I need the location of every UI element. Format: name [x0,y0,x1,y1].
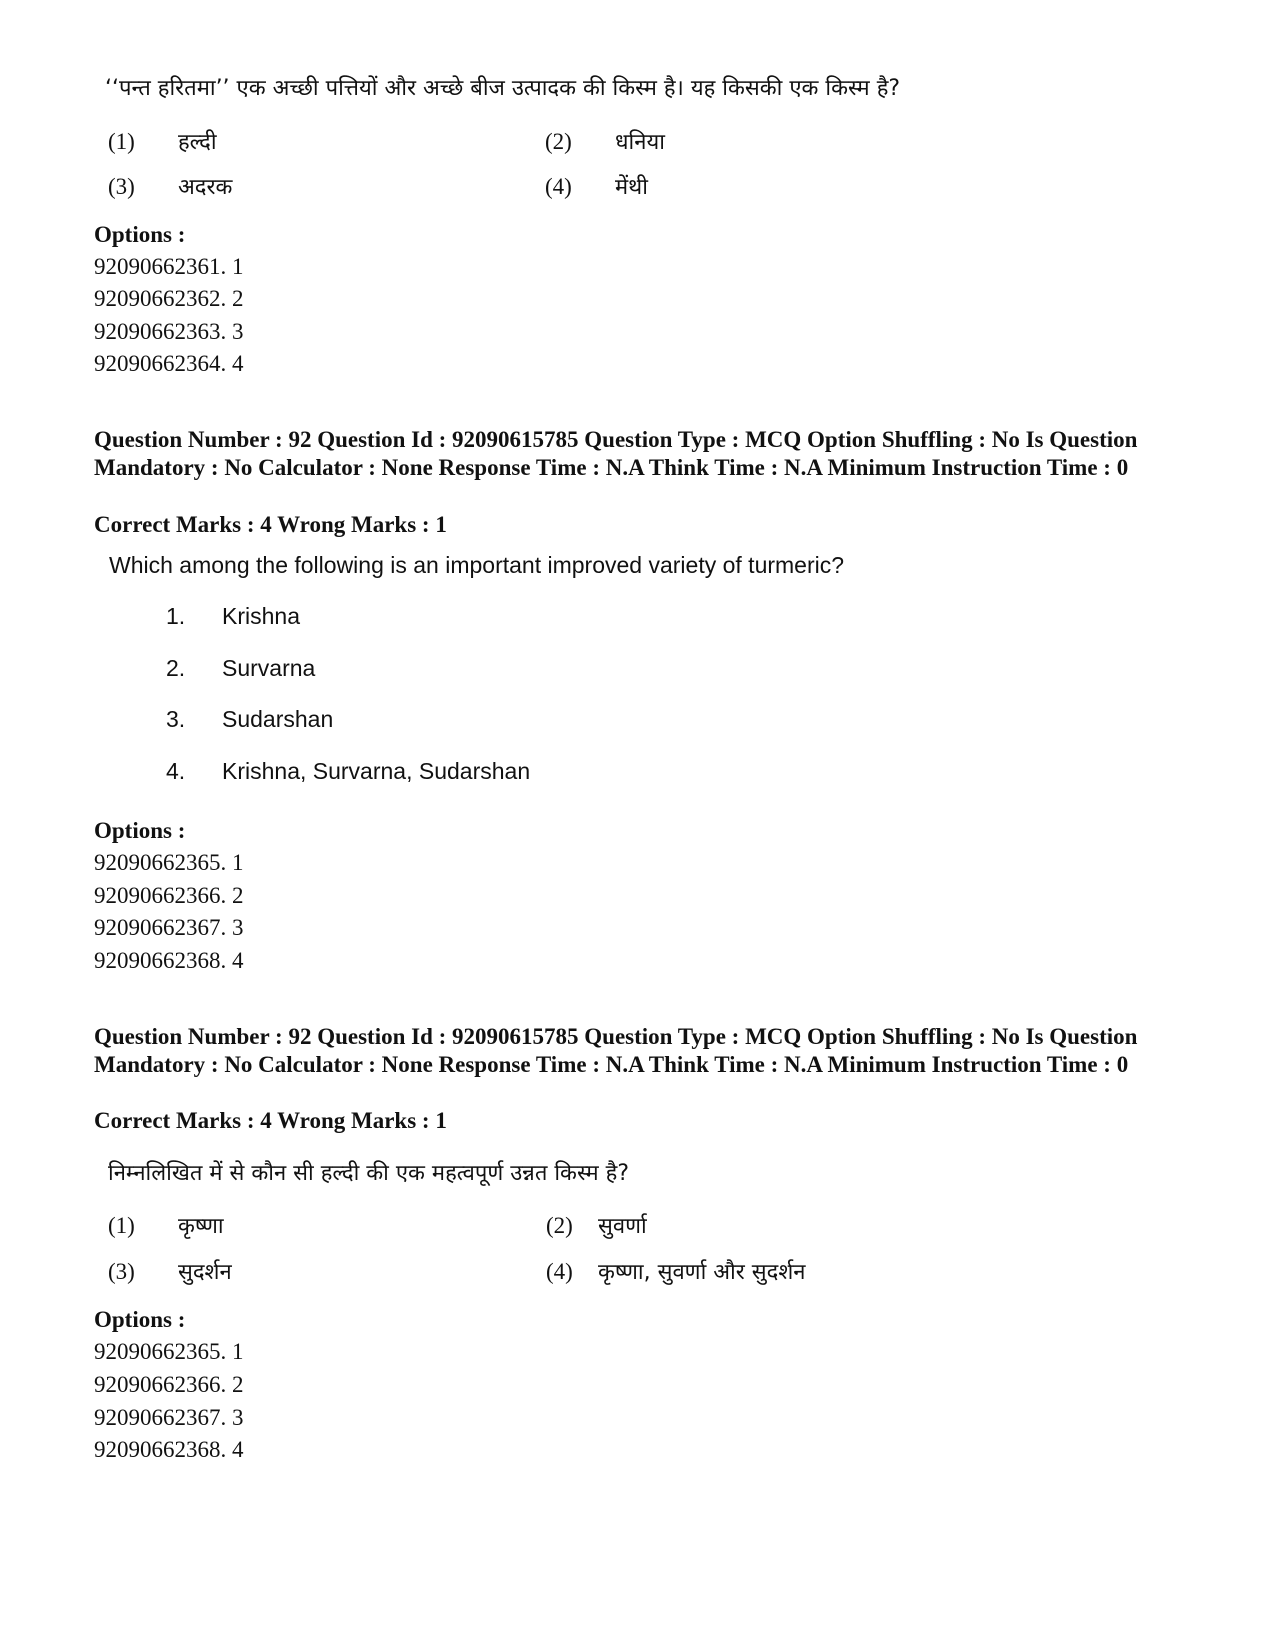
option-id-line: 92090662367. 3 [94,915,244,940]
option-text: Krishna [222,603,300,629]
option-id-line: 92090662368. 4 [94,948,244,973]
option-id-line: 92090662363. 3 [94,319,244,344]
option-number: (4) [545,174,572,199]
question-text-english: Which among the following is an important improved variety of turmeric? [109,552,845,578]
option-number: (2) [546,1213,573,1238]
option-number: (1) [108,129,135,154]
option-number: (4) [546,1259,573,1284]
option-4 [546,1256,806,1286]
option-text: हल्दी [178,130,217,155]
option-number: 4. [166,758,186,784]
option-id-line: 92090662364. 4 [94,351,244,376]
option-id-line: 92090662365. 1 [94,1339,244,1364]
options-heading: Options : [94,818,186,843]
option-2 [166,655,315,682]
option-number: (1) [108,1213,135,1238]
option-id-line: 92090662366. 2 [94,1372,244,1397]
option-text: Sudarshan [222,706,334,732]
option-text: सुदर्शन [178,1260,232,1285]
question-meta: Question Number : 92 Question Id : 92090615785 Question Type : MCQ Option Shuffling : No Is Question Mandatory : No Calculator : None Response Time : N.A Think Time : N.A Minimum Instruction Time : 0 [94,1024,1138,1077]
option-4 [166,758,530,785]
option-text: कृष्णा [178,1214,224,1239]
option-number: (2) [545,129,572,154]
option-text: सुवर्णा [598,1214,647,1239]
options-heading: Options : [94,222,186,247]
option-3 [166,706,333,733]
option-4 [545,171,648,201]
option-text: Krishna, Survarna, Sudarshan [222,758,531,784]
question-marks: Correct Marks : 4 Wrong Marks : 1 [94,512,447,537]
option-number: 3. [166,706,186,732]
option-id-line: 92090662361. 1 [94,254,244,279]
option-1 [108,1210,224,1240]
question-text-hindi: ‘‘पन्त हरितमा’’ एक अच्छी पत्तियों और अच्छे बीज उत्पादक की किस्म है। यह किसकी एक किस्म है? [105,76,901,101]
option-3 [108,171,232,201]
option-number: (3) [108,1259,135,1284]
option-id-line: 92090662362. 2 [94,286,244,311]
question-meta: Question Number : 92 Question Id : 92090615785 Question Type : MCQ Option Shuffling : No Is Question Mandatory : No Calculator : None Response Time : N.A Think Time : N.A Minimum Instruction Time : 0 [94,427,1138,480]
option-number: (3) [108,174,135,199]
option-number: 2. [166,655,186,681]
option-id-line: 92090662365. 1 [94,850,244,875]
question-marks: Correct Marks : 4 Wrong Marks : 1 [94,1108,447,1133]
option-1 [108,126,217,156]
option-text: धनिया [615,130,665,155]
option-3 [108,1256,232,1286]
option-id-line: 92090662368. 4 [94,1437,244,1462]
option-text: अदरक [178,175,233,200]
option-2 [545,126,665,156]
option-text: Survarna [222,655,316,681]
option-text: कृष्णा, सुवर्णा और सुदर्शन [598,1260,806,1285]
question-text-hindi: निम्नलिखित में से कौन सी हल्दी की एक महत्वपूर्ण उन्नत किस्म है? [108,1161,630,1186]
option-id-line: 92090662366. 2 [94,883,244,908]
options-heading: Options : [94,1307,186,1332]
option-text: मेंथी [615,175,648,200]
option-1 [166,603,300,630]
option-2 [546,1210,647,1240]
option-number: 1. [166,603,186,629]
option-id-line: 92090662367. 3 [94,1405,244,1430]
